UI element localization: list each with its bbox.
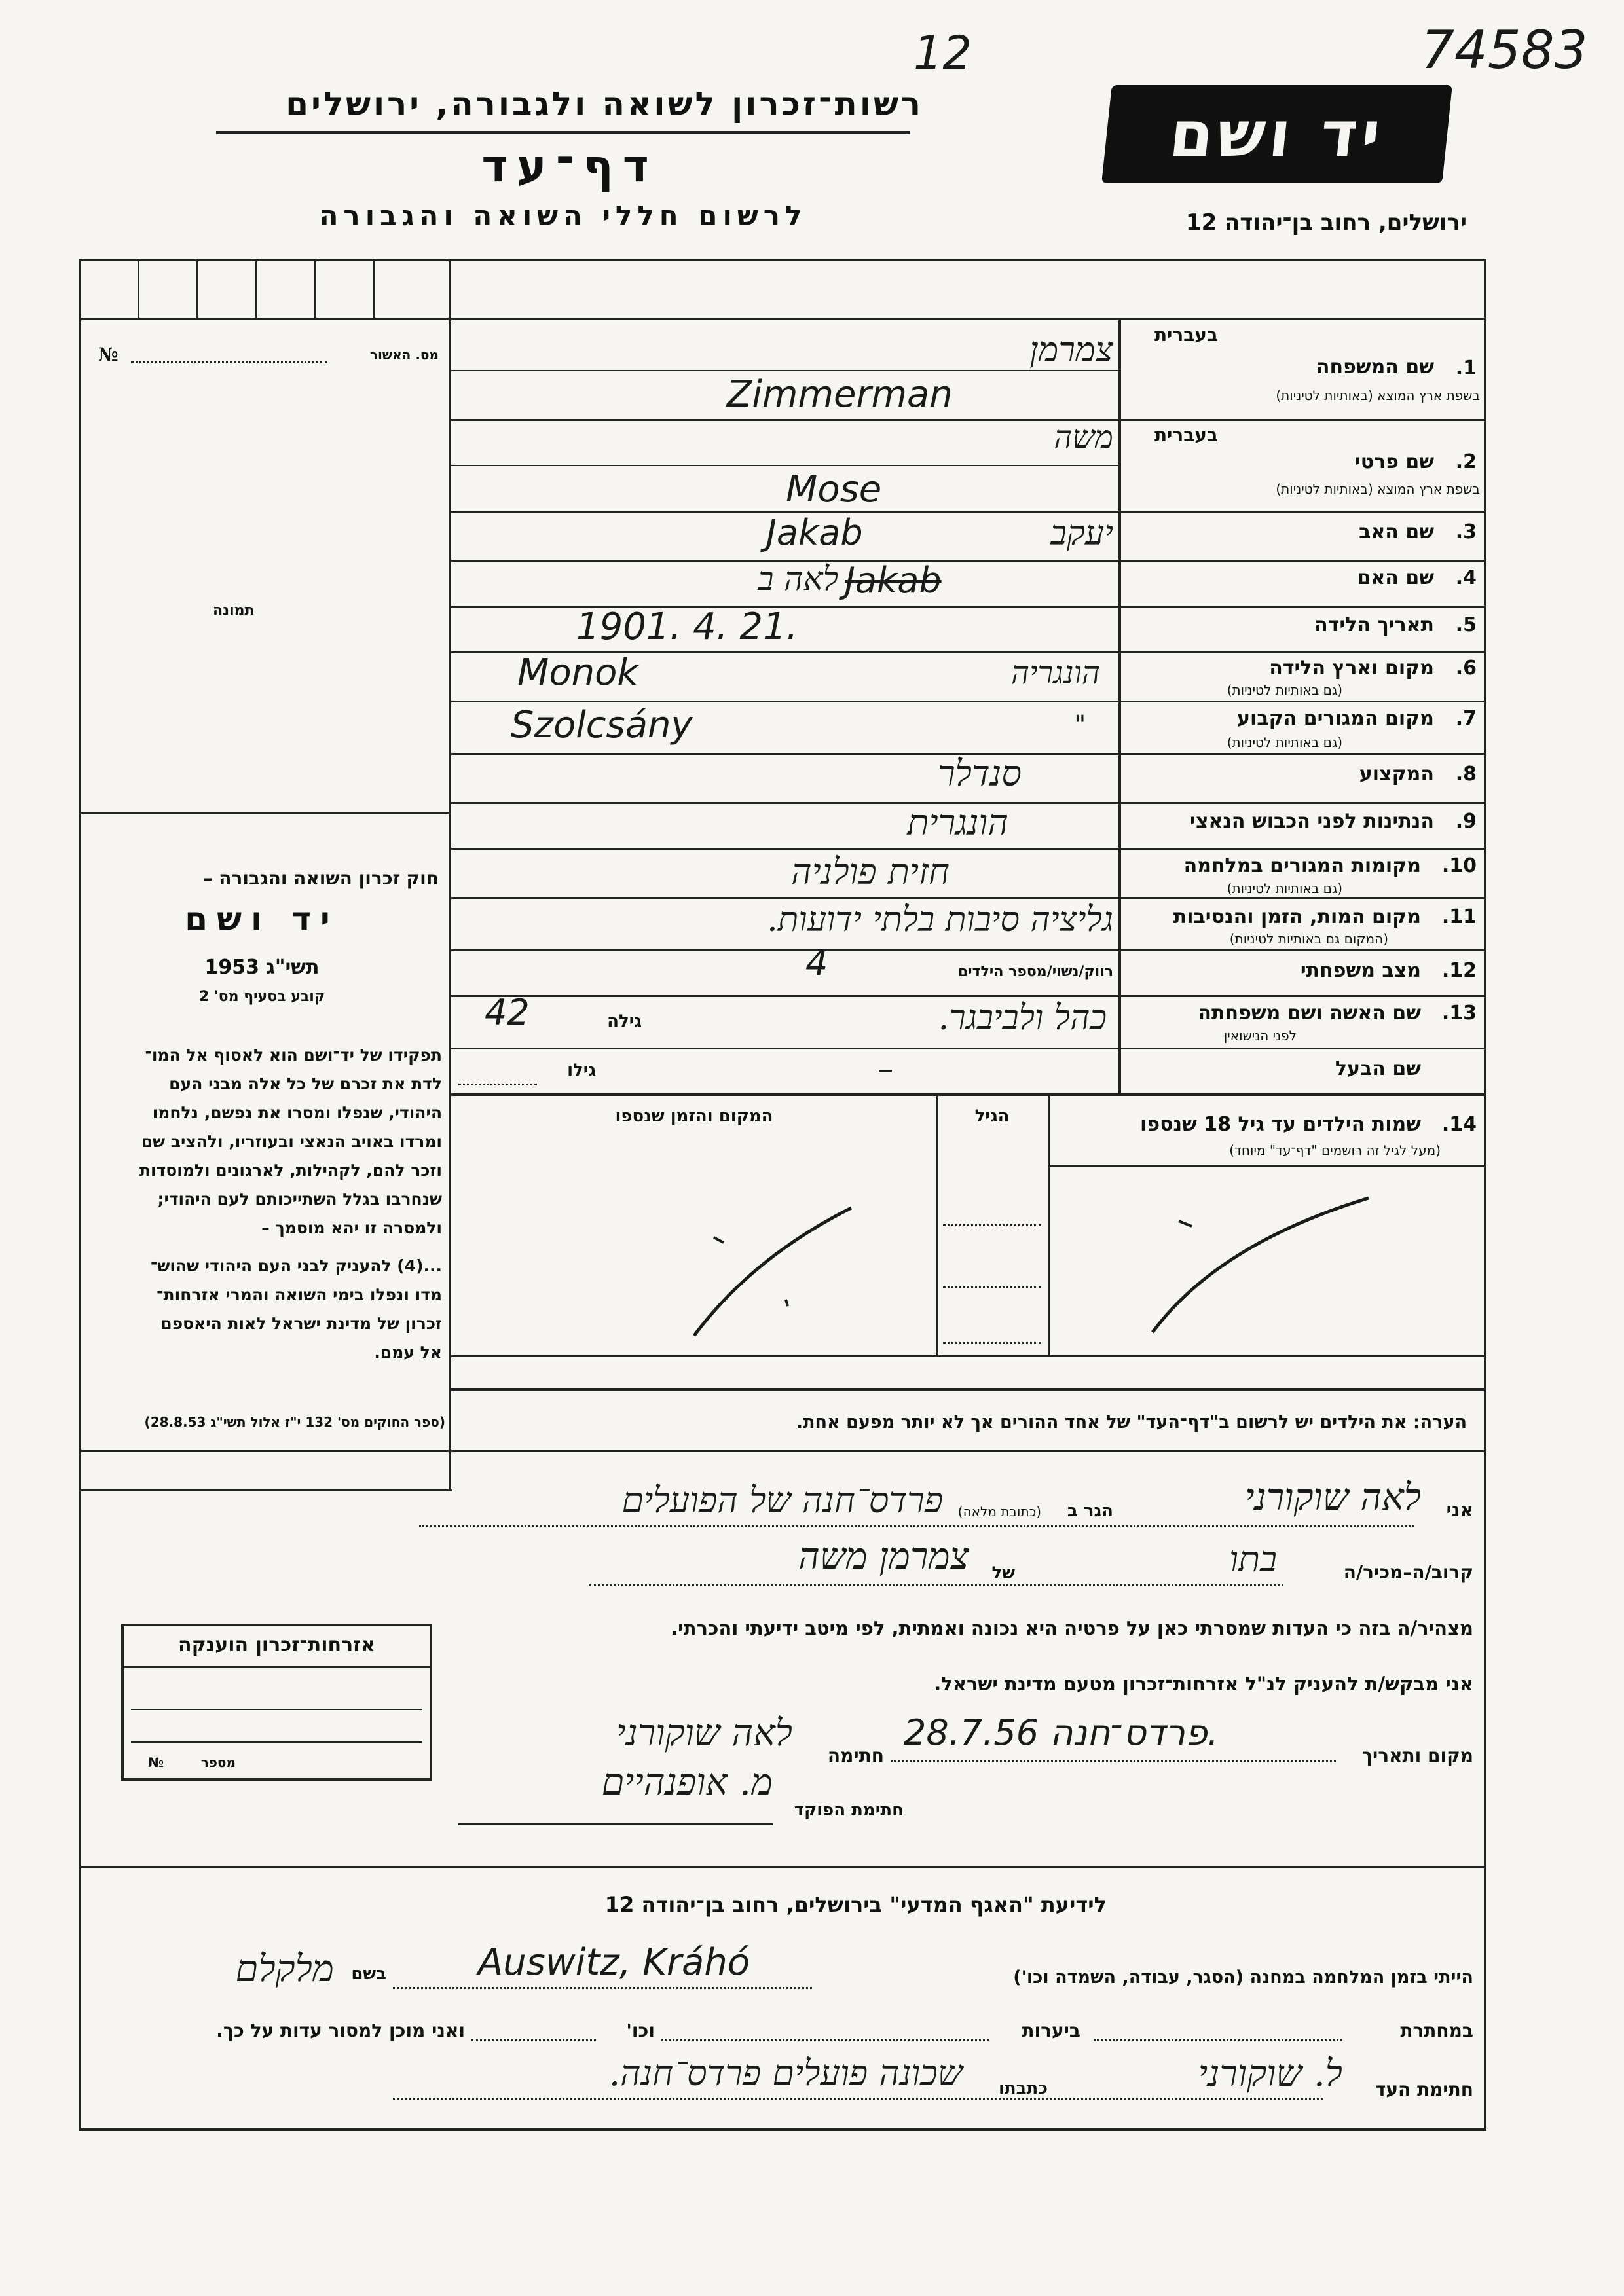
law-text-line: שנחרבו בגלל השתייכותם לעם היהודי; <box>157 1190 442 1209</box>
field-11-sub: (המקום גם באותיות לטיניות) <box>1229 931 1388 947</box>
place-date-label: מקום ותאריך <box>1361 1745 1473 1766</box>
field-3-latin[interactable]: Jakab <box>766 512 863 553</box>
law-reference: (ספר החוקים מס' 132 י"ז אלול תשי"ג 28.8.53) <box>144 1414 445 1430</box>
field-1-label: שם המשפחה <box>1316 355 1434 378</box>
law-title-1: חוק זכרון השואה והגבורה – <box>203 867 439 889</box>
field-5-value[interactable]: 1901. 4. 21. <box>576 606 798 648</box>
officer-label: חתימת הפוקד <box>794 1800 904 1820</box>
field-12-sub: רווק/נשוי/מספר הילדים <box>957 964 1113 980</box>
place-date-value[interactable]: פרדס־חנה 28.7.56. <box>904 1712 1219 1753</box>
law-text-line: וזכר להם, לקהילות, לארגונים ולמוסדות <box>139 1161 442 1180</box>
field-6-latin[interactable]: Monok <box>517 651 638 694</box>
field-7-num: 7. <box>1455 707 1477 730</box>
field-2-sub: בשפת ארץ המוצא (באותיות לטיניות) <box>1276 481 1480 497</box>
decl-ani-label: אני <box>1446 1499 1473 1521</box>
intel-camp-hebrew[interactable]: מלקלם <box>235 1948 334 1990</box>
field-10-sub: (גם באותיות לטיניות) <box>1227 881 1342 896</box>
field-12-value[interactable]: 4 <box>805 943 828 984</box>
law-text-line: ומרדו באויב הנאצי ובעוזריו, ולהציב שם <box>141 1132 442 1151</box>
field-7-ditto: " <box>1074 710 1086 740</box>
husband-value[interactable]: – <box>877 1051 893 1087</box>
form-title: דף־עד <box>481 141 658 192</box>
children-header-place: המקום והזמן שנספו <box>615 1106 773 1126</box>
intel-etc-label: וכו' <box>626 2020 655 2041</box>
field-5-label: תאריך הלידה <box>1314 613 1434 636</box>
field-12-num: 12. <box>1441 959 1477 982</box>
field-10-label: מקומות המגורים במלחמה <box>1183 854 1421 877</box>
decl-resides-label: הגר ב <box>1067 1501 1113 1521</box>
field-4-label: שם האם <box>1357 566 1434 589</box>
officer-signature[interactable]: מ. אופנהיים <box>601 1761 773 1804</box>
law-section: קובע בסעיף מס' 2 <box>198 989 325 1005</box>
of-name[interactable]: צמרמן משה <box>798 1535 969 1578</box>
form-subtitle: לרשום חללי השואה והגבורה <box>319 200 807 232</box>
law-text-line: ...(4) להעניק לבני העם היהודי שהוש־ <box>150 1256 442 1275</box>
witness-sig-label: חתימת העד <box>1375 2079 1473 2100</box>
field-7-sub: (גם באותיות לטיניות) <box>1227 735 1342 750</box>
authority-line: רשות־זכרון לשואה ולגבורה, ירושלים <box>286 85 923 123</box>
husband-age-label: גילו <box>567 1061 596 1080</box>
field-7-label: מקום המגורים הקבוע <box>1237 707 1434 730</box>
field-3-hebrew[interactable]: יעקב <box>1050 514 1113 553</box>
law-text-line: זכרון של מדינת ישראל לאות היאספם <box>160 1314 442 1333</box>
field-1-top-label: בעברית <box>1154 324 1218 346</box>
logo-text: יד ושם <box>1166 98 1388 171</box>
field-2-top-label: בעברית <box>1154 424 1218 446</box>
law-text-line: תפקידו של יד־ושם הוא לאסוף אל המו־ <box>145 1046 442 1065</box>
field-10-value[interactable]: חזית פולניה <box>791 851 950 892</box>
intel-ready-text: ואני מוכן למסור עדות על כך. <box>216 2020 465 2041</box>
field-13-label: שם האשה ושם משפחתה <box>1198 1002 1421 1025</box>
field-4-latin[interactable]: Jakab <box>845 560 942 601</box>
law-text-line: לדת את זכרם של כל אלה מבני העם <box>169 1074 442 1093</box>
approval-number-symbol: № <box>98 344 119 365</box>
field-13-age-value[interactable]: 42 <box>485 992 530 1033</box>
intel-ghetto-label: במחתרת <box>1400 2020 1473 2041</box>
relation-label: קרוב/ה–מכיר/ה <box>1343 1561 1473 1583</box>
declarant-name[interactable]: לאה שוקורני <box>1244 1476 1421 1519</box>
field-1-hebrew[interactable]: צמרמן <box>1029 331 1113 370</box>
field-5-num: 5. <box>1455 613 1477 636</box>
field-11-value[interactable]: גליציה סיבות בלתי ידועות. <box>767 900 1113 939</box>
intel-address-value[interactable]: שכונה פועלים פרדס־חנה. <box>608 2052 963 2094</box>
declarant-signature[interactable]: לאה שוקורני <box>616 1712 792 1755</box>
decl-address-hint: (כתובת מלאה) <box>957 1504 1041 1520</box>
field-6-num: 6. <box>1455 657 1477 680</box>
intel-forest-label: ביערות <box>1022 2020 1080 2041</box>
field-1-sub: בשפת ארץ המוצא (באותיות לטיניות) <box>1276 388 1480 403</box>
field-4-hebrew[interactable]: לאה ב <box>758 560 838 598</box>
children-header-age: הגיל <box>974 1106 1010 1126</box>
citizenship-number-label: מספר <box>200 1755 236 1770</box>
intel-address-label: כתבתו <box>998 2079 1048 2098</box>
approval-label: מס. האשור <box>370 347 439 363</box>
citizenship-number-symbol: № <box>147 1755 164 1770</box>
law-text-line: ולמסרה זו יהא מוסמך – <box>261 1218 442 1237</box>
field-2-latin[interactable]: Mose <box>786 468 882 511</box>
intel-title: לידיעת "האגף המדעי" בירושלים, רחוב בן־יהודה 12 <box>604 1892 1107 1917</box>
field-13-num: 13. <box>1441 1002 1477 1025</box>
of-label: של <box>991 1563 1015 1583</box>
decl-request: אני מבקש/ת להעניק לנ"ל אזרחות־זכרון מטעם מדינת ישראל. <box>934 1673 1473 1695</box>
page-mark: 12 <box>913 26 972 80</box>
intel-named-label: בשם <box>351 1964 386 1984</box>
reference-number: 74583 <box>1421 20 1588 81</box>
field-8-num: 8. <box>1455 763 1477 786</box>
field-3-label: שם האב <box>1359 520 1434 543</box>
law-text-line: מדו ונפלו בימי השואה והמרי אזרחות־ <box>157 1285 442 1304</box>
field-1-num: 1. <box>1455 357 1477 380</box>
field-1-latin[interactable]: Zimmerman <box>727 373 953 416</box>
field-4-num: 4. <box>1455 566 1477 589</box>
field-10-num: 10. <box>1441 854 1477 877</box>
declarant-address[interactable]: פרדס־חנה של הפועלים <box>621 1480 943 1521</box>
field-2-num: 2. <box>1455 450 1477 473</box>
field-8-value[interactable]: סנדלר <box>938 753 1022 794</box>
children-header-sub: (מעל לגיל זה רושמים "דף־עד" מיוחד) <box>1229 1142 1441 1158</box>
citizenship-title: אזרחות־זכרון הוענקה <box>177 1633 376 1656</box>
field-6-hebrew[interactable]: הונגריה <box>1010 655 1100 691</box>
relation-value[interactable]: בתו <box>1229 1539 1277 1580</box>
field-11-num: 11. <box>1441 905 1477 928</box>
field-2-label: שם פרטי <box>1354 450 1434 473</box>
field-12-label: מצב משפחתי <box>1300 959 1421 982</box>
field-8-label: המקצוע <box>1359 763 1434 786</box>
field-9-label: הנתינות לפני הכבוש הנאצי <box>1190 810 1434 833</box>
field-13-age-label: גילה <box>607 1011 642 1031</box>
law-text-line: היהודי, שנפלו ומסרו את נפשם, נלחמו <box>152 1103 442 1122</box>
husband-label: שם הבעל <box>1335 1057 1421 1080</box>
law-title-2: יד ושם <box>185 900 339 938</box>
field-9-num: 9. <box>1455 810 1477 833</box>
children-header-name: שמות הילדים עד גיל 18 שנספו <box>1140 1113 1421 1136</box>
field-11-label: מקום המות, הזמן והנסיבות <box>1173 905 1421 928</box>
law-year: תשי"ג 1953 <box>204 956 320 979</box>
photo-label: תמונה <box>213 602 255 619</box>
intel-camp-line: הייתי בזמן המלחמה במחנה (הסגר, עבודה, השמדה וכו') <box>1013 1967 1473 1988</box>
law-text-line: אל עמם. <box>374 1343 442 1362</box>
field-13-value[interactable]: כהל ולביבגר. <box>938 998 1107 1038</box>
signature-label: חתימה <box>827 1745 884 1766</box>
field-7-latin[interactable]: Szolcsány <box>511 704 693 746</box>
witness-signature[interactable]: ל. שוקורני <box>1198 2052 1342 2095</box>
field-13-sub: לפני הנישואין <box>1223 1028 1297 1044</box>
field-6-sub: (גם באותיות לטיניות) <box>1227 682 1342 698</box>
decl-statement: מצהיר/ה בזה כי העדות שמסרתי כאן על פרטיה היא נכונה ואמתית, לפי מיטב ידיעתי והכרתי. <box>671 1617 1473 1639</box>
address: ירושלים, רחוב בן־יהודה 12 <box>1185 210 1467 236</box>
field-3-num: 3. <box>1455 520 1477 543</box>
children-num: 14. <box>1441 1113 1477 1136</box>
field-2-hebrew[interactable]: משה <box>1054 419 1113 456</box>
note-text: הערה: את הילדים יש לרשום ב"דף־העד" של אחד ההורים אך לא יותר מפעם אחת. <box>796 1412 1467 1432</box>
intel-camp-latin[interactable]: Auswitz, Kráhó <box>478 1941 750 1984</box>
field-9-value[interactable]: הונגרית <box>907 802 1008 843</box>
field-6-label: מקום וארץ הלידה <box>1269 657 1434 680</box>
